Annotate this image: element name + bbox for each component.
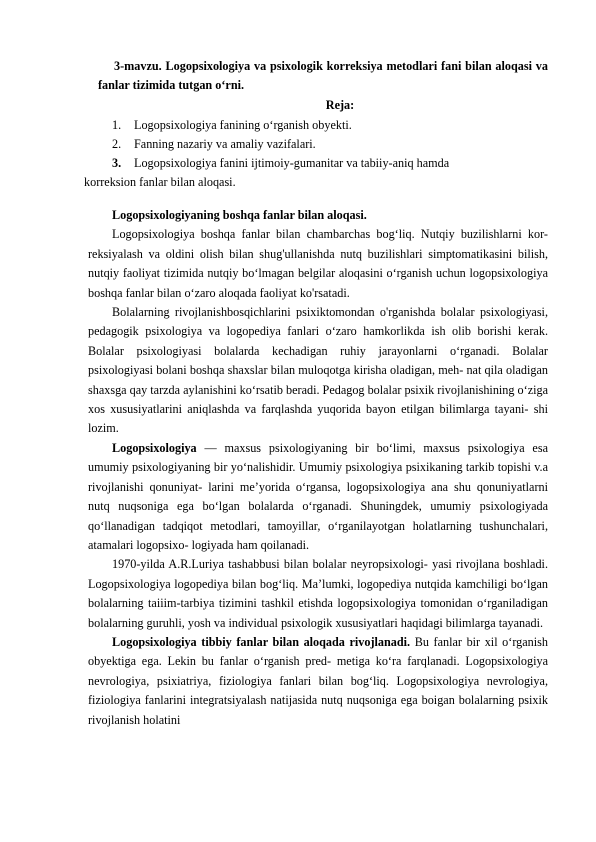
- plan-list: [112, 116, 548, 155]
- plan-item-number: 1.: [112, 118, 122, 132]
- plan-item-text: Logopsixologiya fanini ijtimoiy-gumanitar va tabiiy-aniq hamda: [134, 156, 450, 170]
- lead-bold: Logopsixologiya tibbiy fanlar bilan aloqada rivojlanadi.: [112, 634, 411, 649]
- body-text: [88, 206, 548, 730]
- paragraph: 1970-yilda A.R.Luriya tashabbusi bilan bolalar neyropsixologi- yasi rivojlana boshladi. Logopsixologiya logopediya bilan bog‘liq. Ma’lumki, logopediya nutqida kamchiligi bo‘lgan bolalarning taiiim-tarbiya tizimini tashkil etishda logopsixologiya tomonidan o‘rganiladigan bolalarning guruhli, yosh va individual psixologik xususiyatlari haqidagi bilimlarga tayanadi.: [88, 557, 548, 630]
- section-heading: Logopsixologiyaning boshqa fanlar bilan aloqasi.: [112, 208, 367, 222]
- plan-item-number: 3.: [112, 156, 122, 170]
- plan-item-text: Fanning nazariy va amaliy vazifalari.: [134, 137, 316, 152]
- plan-item: [112, 135, 548, 154]
- plan-item-text: Logopsixologiya fanining o‘rganish obyekti.: [134, 118, 352, 132]
- plan-item: [112, 116, 548, 135]
- topic-title: 3-mavzu. Logopsixologiya va psixologik korreksiya metodlari fani bilan aloqasi va fanlar tizimida tutgan o‘rni.: [98, 59, 548, 93]
- paragraph-text: Bu fanlar bir xil o‘rganish obyektiga ega. Lekin bu fanlar o‘rganish pred- metiga ko‘ra farqlanadi. Logopsixologiya nevrologiya, psixiatriya, fiziologiya fanlari bilan bog‘liq. Logopsixologiya nevrologiya, fiziologiya fanlarini integratsiyalash natijasida nutq nuqsoniga ega boigan bolalarning psixik rivojlanish holatini: [88, 634, 548, 727]
- paragraph-text: — maxsus psixologiyaning bir bo‘limi, maxsus psixologiya esa umumiy psixologiyaning bir yo‘nalishidir. Umumiy psixologiya psixikaning tarkib topishi v.a rivojlanishi qonuniyat- larini me’yorida o‘rgansa, logopsixologiya ana shu qonuniyatlarni nutq nuqsoniga ega bo‘lgan bolalarda o‘rganadi. Shuningdek, umumiy psixologiyada qo‘llanadigan tadqiqot metodlari, tamoyillar, o‘rganilayotgan holatlarning tushunchalari, atamalari logopsixo- logiyada ham qoilanadi.: [88, 440, 548, 552]
- term-bold: Logopsixologiya: [112, 440, 197, 455]
- plan-item: [84, 154, 540, 193]
- paragraph: [88, 439, 548, 555]
- paragraph: Logopsixologiya boshqa fanlar bilan chambarchas bog‘liq. Nutqiy buzilishlarni kor- reksiyalash va oldini olish bilan shug'ullanishda nutq buzilishlari simptomatikasini bilish, nutqiy faoliyat tizimida nutqiy bo‘lmagan belgilar aloqasini o‘rganish uchun logopsixologiya boshqa fanlar bilan o‘zaro aloqada faoliyat ko'rsatadi.: [88, 227, 548, 300]
- plan-item-continuation: korreksion fanlar bilan aloqasi.: [84, 175, 236, 190]
- plan-item-number: 2.: [112, 137, 122, 152]
- paragraph: Bolalarning rivojlanishbosqichlarini psixiktomondan o'rganishda bolalar psixologiyasi, pedagogik psixologiya va logopediya fanlari o‘zaro hamkorlikda ish olib borishi kerak. Bolalar psixologiyasi bolalarda kechadigan ruhiy jarayonlarni o‘rganadi. Bolalar psixologiyasi bolani boshqa shaxslar bilan muloqotga kirisha oladigan, meh- nat qila oladigan shaxsga qay tarzda aylanishini ko‘rsatib beradi. Pedagog bolalar psixik rivojlanishining o‘ziga xos xususiyatlarini aniqlashda va farqlashda yuqorida bayon etilgan bilimlarga tayani- shi lozim.: [88, 305, 548, 436]
- paragraph: [88, 633, 548, 730]
- plan-heading: Reja:: [325, 98, 355, 112]
